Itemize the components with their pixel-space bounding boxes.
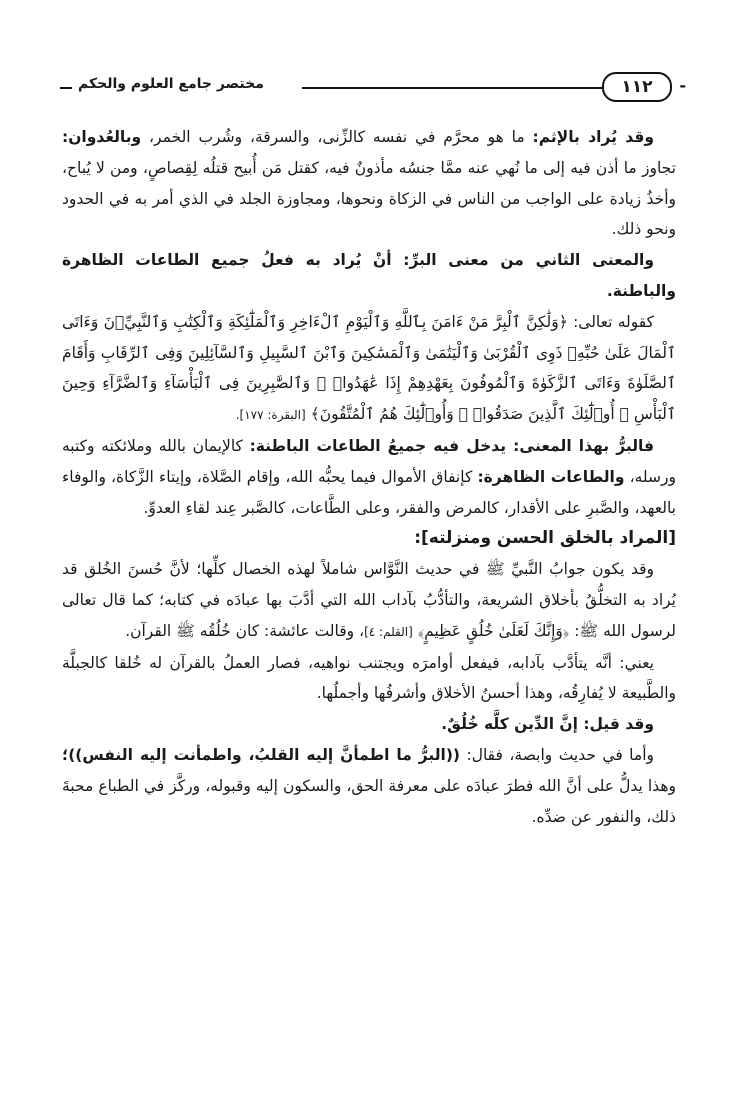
header-dash: - bbox=[679, 76, 686, 95]
paragraph-6: يعني: أنَّه يتأدَّب بآدابه، فيفعل أوامرَه ويجتنب نواهيه، فصار العملُ بالقرآن له خُلقا كالجبلَّة والطَّبيعة لا يُفارِقُه، وهذا أحسنُ الأخلاق وأشرفُها وأجملُها. bbox=[62, 653, 676, 703]
section-heading: [المراد بالخلق الحسن ومنزلته]: bbox=[414, 528, 676, 549]
paragraph-7: وقد قيل: إنَّ الدِّين كلَّه خُلُقٌ. bbox=[441, 715, 654, 734]
paragraph-5 bbox=[62, 554, 676, 647]
paragraph-text: وقد يكون جوابُ النَّبيِّ ﷺ في حديث النَّوَّاس شاملاً لهذه الخصال كلِّها؛ لأنَّ حُسنَ الخُلق قد يُراد به التخلُّقُ بأخلاق الشريعة، والتأدُّبُ بآداب الله التي أدَّبَ بها عبادَه في كتابه؛ كما قال تعالى لرسول الله ﷺ: bbox=[62, 560, 676, 640]
paragraph-8 bbox=[62, 740, 676, 832]
paragraph-text: وأما في حديث وابصة، فقال: bbox=[460, 745, 654, 764]
paragraph-text: كقوله تعالى: bbox=[567, 312, 654, 331]
header-rule-right bbox=[302, 87, 602, 89]
book-title: مختصر جامع العلوم والحكم bbox=[72, 76, 270, 92]
paragraph-3 bbox=[62, 307, 676, 431]
page-number: ١١٢ bbox=[602, 72, 672, 102]
paragraph-text: وهذا يدلُّ على أنَّ الله فطرَ عبادَه على معرفة الحق، والسكون إليه وقبوله، وركَّز في الطباع محبةَ ذلك، والنفور عن ضدِّه. bbox=[62, 776, 676, 826]
verse-reference: [القلم: ٤] bbox=[364, 624, 413, 639]
quran-verse: ﴿وَلَٰكِنَّ ٱلْبِرَّ مَنْ ءَامَنَ بِٱللَّهِ وَٱلْيَوْمِ ٱلْءَاخِرِ وَٱلْمَلَٰٓئِكَةِ وَٱلْكِتَٰبِ وَٱلنَّبِيِّۦنَ وَءَاتَى ٱلْمَالَ عَلَىٰ حُبِّهِۦ ذَوِى ٱلْقُرْبَىٰ وَٱلْيَتَٰمَىٰ وَٱلْمَسَٰكِينَ وَٱبْنَ ٱلسَّبِيلِ وَٱلسَّآئِلِينَ وَفِى ٱلرِّقَابِ وَأَقَامَ ٱلصَّلَوٰةَ وَءَاتَى ٱلزَّكَوٰةَ وَٱلْمُوفُونَ بِعَهْدِهِمْ إِذَا عَٰهَدُوا۟ ۖ وَٱلصَّٰبِرِينَ فِى ٱلْبَأْسَآءِ وَٱلضَّرَّآءِ وَحِينَ ٱلْبَأْسِ ۗ أُو۟لَٰٓئِكَ ٱلَّذِينَ صَدَقُوا۟ ۖ وَأُو۟لَٰٓئِكَ هُمُ ٱلْمُتَّقُونَ﴾ bbox=[62, 312, 676, 424]
verse-reference: [البقرة: ١٧٧]. bbox=[235, 408, 306, 423]
page-header bbox=[60, 72, 686, 102]
paragraph-text: ، وقالت عائشة: كان خُلُقُه ﷺ القرآن. bbox=[125, 621, 365, 640]
paragraph-text: ما هو محرَّم في نفسه كالزِّنى، والسرقة، وشُرب الخمر، bbox=[141, 128, 533, 146]
paragraph-text: تجاوز ما أذن فيه إلى ما نُهي عنه ممَّا جنسُه مأذونٌ فيه، كقتل مَن أُبيح قتلُه لِقِصاصٍ، ومن لا يُباح، وأخذُ زيادة على الواجب من الناس في الزكاة ونحوها، ومجاوزة الجلد في الذي أمر به في الحدود ونحو ذلك. bbox=[62, 158, 676, 239]
page-body bbox=[62, 122, 676, 832]
term-outer-obedience: والطاعات الظاهرة: bbox=[477, 467, 625, 486]
term-sin: وقد يُراد بالإثم: bbox=[532, 128, 654, 146]
term-inner-obedience: فالبرُّ بهذا المعنى: يدخل فيه جميعُ الطاعات الباطنة: bbox=[249, 436, 654, 455]
paragraph-4 bbox=[62, 431, 676, 523]
paragraph-text: كإنفاق الأموال فيما يحبُّه الله، وإقام الصَّلاة، وإيتاء الزَّكاة، والوفاء بالعهد، والصَّبرِ على الأقدار، كالمرض والفقر، وعلى الطَّاعات، كالصَّبر عِند لقاءِ العدوِّ. bbox=[62, 467, 676, 517]
term-aggression: وبالعُدوان: bbox=[62, 128, 142, 146]
paragraph-2: والمعنى الثاني من معنى البرِّ: أنْ يُراد به فعلُ جميع الطاعات الظاهرة والباطنة. bbox=[62, 251, 676, 300]
paragraph-text: كالإيمان بالله وملائكته وكتبه ورسله، bbox=[62, 436, 676, 486]
paragraph-1 bbox=[62, 122, 676, 245]
quran-verse: ﴿وَإِنَّكَ لَعَلَىٰ خُلُقٍ عَظِيمٍ﴾ bbox=[417, 621, 570, 640]
hadith-quote: ((البرُّ ما اطمأنَّ إليه القلبُ، واطمأنت إليه النفس))؛ bbox=[62, 745, 461, 764]
